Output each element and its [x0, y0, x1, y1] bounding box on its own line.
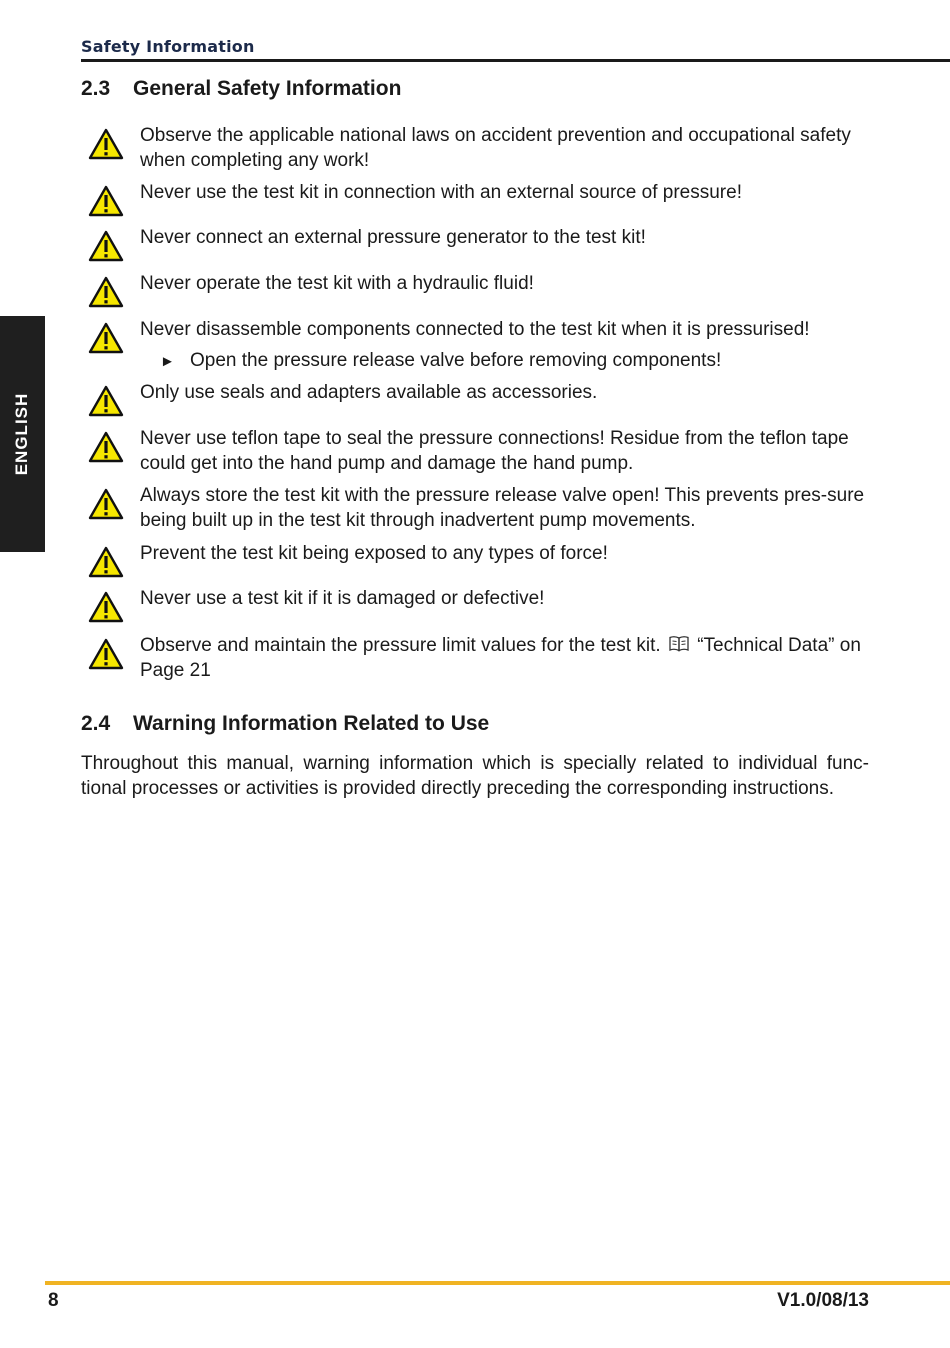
warning-triangle-icon	[88, 488, 124, 520]
page-number: 8	[48, 1290, 59, 1311]
warning-text: Never use a test kit if it is damaged or defective!	[140, 588, 545, 609]
warning-text	[140, 634, 870, 683]
warning-triangle-icon	[88, 385, 124, 417]
warning-triangle-icon	[88, 546, 124, 578]
warning-triangle-icon	[88, 276, 124, 308]
instruction-step	[140, 349, 721, 374]
warning-text-main: Observe and maintain the pressure limit values for the test kit.	[140, 635, 661, 656]
section-number: 2.3	[81, 77, 111, 100]
section-title: General Safety Information	[133, 77, 402, 100]
warning-triangle-icon	[88, 431, 124, 463]
footer-rule	[45, 1281, 950, 1285]
warning-text: Never use the test kit in connection with an external source of pressure!	[140, 182, 742, 203]
version-label: V1.0/08/13	[777, 1290, 869, 1311]
section-heading-2-3	[81, 77, 401, 101]
warning-text: Never connect an external pressure generator to the test kit!	[140, 227, 646, 248]
step-text: Open the pressure release valve before removing components!	[190, 350, 722, 371]
warning-text: Never operate the test kit with a hydraulic fluid!	[140, 273, 534, 294]
warning-triangle-icon	[88, 591, 124, 623]
warning-triangle-icon	[88, 638, 124, 670]
cross-reference-link[interactable]: “Technical Data” on Page 21	[140, 635, 861, 681]
section-number: 2.4	[81, 712, 111, 735]
warning-text: Never use teflon tape to seal the pressure connections! Residue from the teflon tape could get into the hand pump and damage the hand pump.	[140, 428, 849, 474]
running-header: Safety Information	[81, 37, 255, 56]
step-marker: ►	[160, 353, 175, 370]
language-tab	[0, 316, 45, 552]
book-icon	[668, 635, 690, 653]
warning-text: Never disassemble components connected to the test kit when it is pressurised!	[140, 319, 810, 340]
warning-text: Prevent the test kit being exposed to any types of force!	[140, 543, 608, 564]
language-tab-label: ENGLISH	[12, 392, 31, 476]
warning-text: Always store the test kit with the pressure release valve open! This prevents pres-sure being built up in the test kit through inadvertent pump movements.	[140, 485, 865, 531]
warning-triangle-icon	[88, 185, 124, 217]
warning-triangle-icon	[88, 230, 124, 262]
section-heading-2-4	[81, 712, 489, 736]
body-paragraph: Throughout this manual, warning information which is specially related to individual func-tional processes or activities is provided directly preceding the corresponding instructions.	[81, 753, 869, 799]
warning-text: Only use seals and adapters available as accessories.	[140, 382, 598, 403]
header-rule	[81, 59, 950, 62]
warning-triangle-icon	[88, 322, 124, 354]
warning-triangle-icon	[88, 128, 124, 160]
section-title: Warning Information Related to Use	[133, 712, 490, 735]
warning-text: Observe the applicable national laws on accident prevention and occupational safety when completing any work!	[140, 125, 851, 171]
